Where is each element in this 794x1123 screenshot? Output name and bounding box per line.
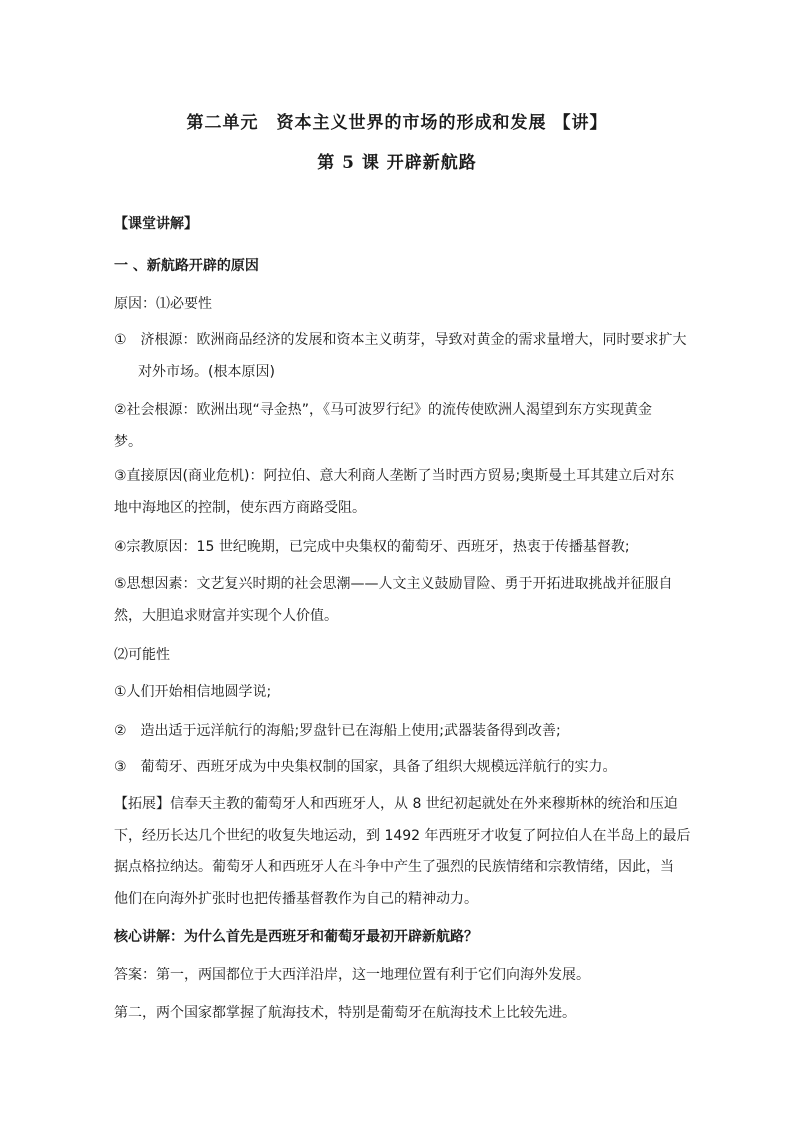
possibility-3: ③ 葡萄牙、西班牙成为中央集权制的国家，具备了组织大规模远洋航行的实力。	[114, 759, 617, 775]
item-2-line-2: 梦。	[114, 434, 142, 450]
item-4: ④宗教原因：15 世纪晚期，已完成中央集权的葡萄牙、西班牙，热衷于传播基督教;	[114, 539, 630, 555]
item-5-line-1: ⑤思想因素：文艺复兴时期的社会思潮——人文主义鼓励冒险、勇于开拓进取挑战并征服自	[114, 576, 673, 592]
lesson-title: 第 5 课 开辟新航路	[317, 153, 477, 173]
possibility-1: ①人们开始相信地圆学说;	[114, 684, 272, 700]
section-heading: 一 、新航路开辟的原因	[114, 258, 259, 274]
cause-intro: 原因：⑴必要性	[114, 296, 212, 312]
section-label: 【课堂讲解】	[114, 216, 198, 232]
possibility-2: ② 造出适于远洋航行的海船;罗盘针已在海船上使用;武器装备得到改善;	[114, 723, 561, 739]
extension-line-4: 他们在向海外扩张时也把传播基督教作为自己的精神动力。	[114, 891, 478, 907]
answer-2: 第二，两个国家都掌握了航海技术，特别是葡萄牙在航海技术上比较先进。	[114, 1005, 576, 1021]
item-1-line-1: ① 济根源：欧洲商品经济的发展和资本主义萌芽，导致对黄金的需求量增大，同时要求扩大	[114, 332, 687, 348]
extension-line-3: 据点格拉纳达。葡萄牙人和西班牙人在斗争中产生了强烈的民族情绪和宗教情绪，因此，当	[114, 859, 674, 875]
answer-1: 答案：第一，两国都位于大西洋沿岸，这一地理位置有利于它们向海外发展。	[114, 967, 590, 983]
document-title: 第二单元 资本主义世界的市场的形成和发展 【讲】	[186, 113, 608, 133]
extension-line-2: 下，经历长达几个世纪的收复失地运动，到 1492 年西班牙才收复了阿拉伯人在半岛上的最后	[114, 828, 691, 844]
item-1-line-2: 对外市场。(根本原因)	[138, 364, 275, 380]
core-question: 核心讲解：为什么首先是西班牙和葡萄牙最初开辟新航路？	[114, 929, 478, 945]
item-5-line-2: 然，大胆追求财富并实现个人价值。	[114, 608, 338, 624]
possibility-intro: ⑵可能性	[114, 647, 170, 663]
item-3-line-2: 地中海地区的控制，使东西方商路受阻。	[114, 500, 366, 516]
extension-line-1: 【拓展】信奉天主教的葡萄牙人和西班牙人，从 8 世纪初起就处在外来穆斯林的统治和压迫	[114, 796, 678, 812]
item-2-line-1: ②社会根源：欧洲出现“寻金热”，《马可波罗行纪》的流传使欧洲人渴望到东方实现黄金	[114, 402, 653, 418]
item-3-line-1: ③直接原因(商业危机)：阿拉伯、意大利商人垄断了当时西方贸易;奥斯曼土耳其建立后对东	[114, 468, 675, 484]
